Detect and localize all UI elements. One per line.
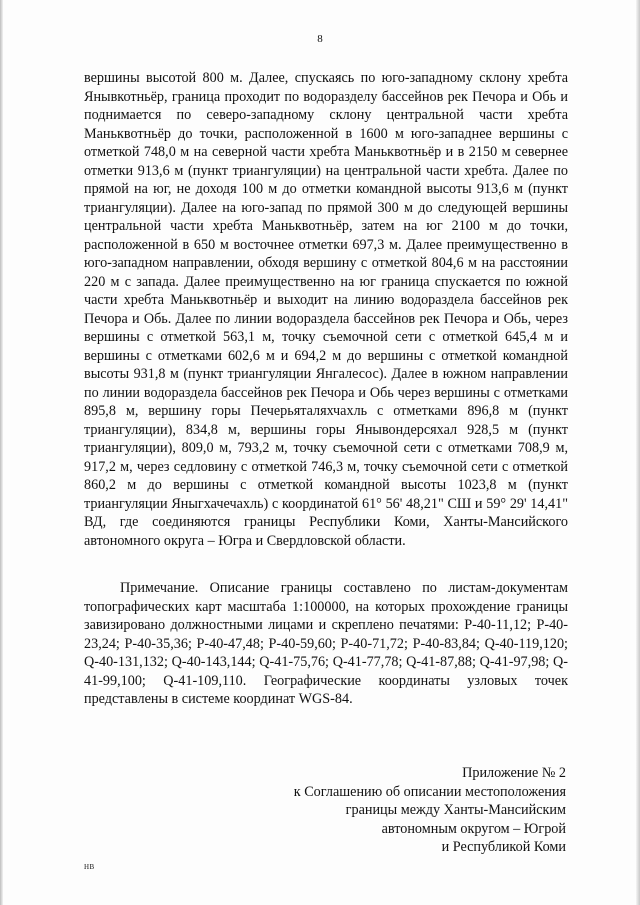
appendix-line: и Республикой Коми: [441, 839, 566, 855]
appendix-heading: [226, 764, 566, 857]
page-number: 8: [317, 33, 323, 45]
appendix-line: границы между Ханты-Мансийским: [345, 802, 566, 818]
footer-initials: НВ: [84, 863, 95, 871]
appendix-line: к Соглашению об описании местоположения: [293, 783, 566, 800]
note-paragraph: Примечание. Описание границы составлено по листам-документам топографических карт масштаба 1:100000, на которых прохождение границы завизировано должностными лицами и скреплено печатями: Р-40-11,12; Р-40-23,24; Р-40-35,36; Р-40-47,48; Р-40-59,60; Р-40-71,72; Р-40-83,84; Q-40-119,120; Q-40-131,132; Q-40-143,144; Q-41-75,76; Q-41-77,78; Q-41-87,88; Q-41-97,98; Q-41-99,100; Q-41-109,110. Географические координаты узловых точек представлены в системе координат WGS-84.: [84, 580, 568, 707]
scan-edge-right: [636, 0, 640, 905]
scan-edge-left: [0, 0, 3, 905]
boundary-description-paragraph: вершины высотой 800 м. Далее, спускаясь по юго-западному склону хребта Янывкотньёр, граница проходит по водоразделу бассейнов рек Печора и Обь и поднимается по северо-западному склону центральной части хребта Маньквотньёр до точки, расположенной в 1600 м юго-западнее вершины с отметкой 748,0 м на северной части хребта Маньквотньёр и в 2150 м севернее отметки 913,6 м (пункт триангуляции) на центральной части хребта. Далее по прямой на юг, не доходя 100 м до отметки командной высоты 913,6 м (пункт триангуляции). Далее на юго-запад по прямой 300 м до следующей вершины центральной части хребта Маньквотньёр, затем на юг 2100 м до точки, расположенной в 650 м восточнее отметки 697,3 м. Далее преимущественно в юго-западном направлении, обходя вершину с отметкой 804,6 м на расстоянии 220 м с запада. Далее преимущественно на юг граница спускается по южной части хребта Маньквотньёр и выходит на линию водораздела бассейнов рек Печора и Обь. Далее по линии водораздела бассейнов рек Печора и Обь, через вершины с отметкой 563,1 м, точку съемочной сети с отметкой 645,4 м и вершины с отметками 602,6 м и 694,2 м до вершины с отметкой командной высоты 931,8 м (пункт триангуляции Янгалесос). Далее в южном направлении по линии водораздела бассейнов рек Печора и Обь через вершины с отметками 895,8 м, вершину горы Печерьяталяхчахль с отметками 896,8 м (пункт триангуляции), 834,8 м, вершины горы Янывондерсяхал 928,5 м (пункт триангуляции), 809,0 м, 793,2 м, точку съемочной сети с отметками 708,9 м, 917,2 м, через седловину с отметкой 746,3 м, точку съемочной сети с отметкой 860,2 м до вершины с отметкой командной высоты 1023,8 м (пункт триангуляции Яныгхачечахль) с координатой 61° 56' 48,21" СШ и 59° 29' 14,41" ВД, где соединяются границы Республики Коми, Ханты-Мансийского автономного округа – Югра и Свердловской области.: [84, 70, 568, 549]
appendix-title: Приложение № 2: [462, 765, 566, 781]
appendix-line: автономным округом – Югрой: [381, 820, 566, 837]
